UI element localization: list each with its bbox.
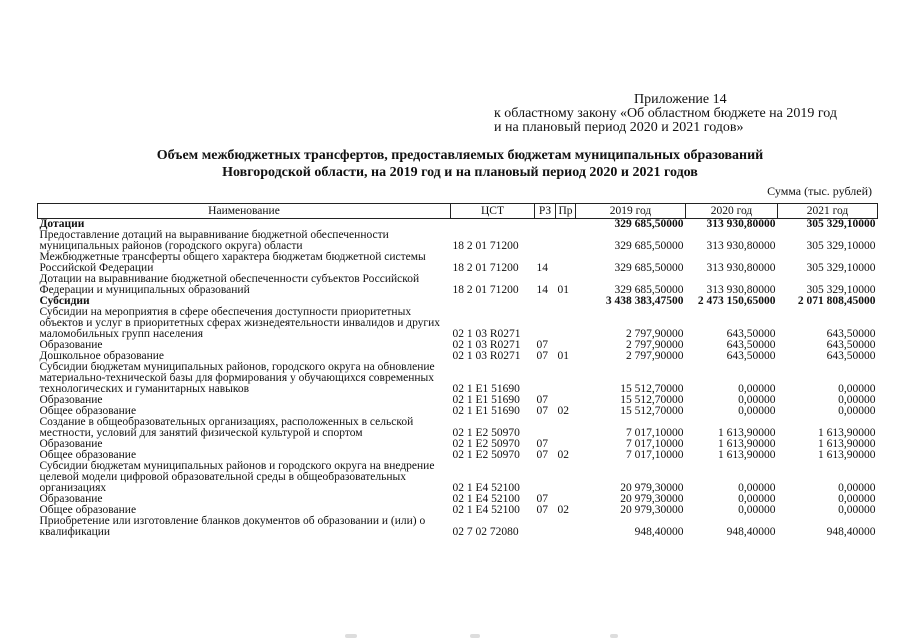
col-header-rz: РЗ bbox=[535, 204, 556, 219]
cell-rz: 07 bbox=[536, 493, 548, 505]
cell-2021: 305 329,10000 bbox=[806, 284, 876, 296]
table-row bbox=[38, 516, 878, 538]
scan-mark bbox=[345, 634, 357, 638]
cell-name: Субсидии на мероприятия в сфере обеспечения доступности приоритетных объектов и услуг в приоритетных сферах жизнедеятельности инвалидов и других маломобильных групп населения bbox=[39, 306, 441, 340]
cell-rz bbox=[535, 219, 556, 231]
cell-2020: 0,00000 bbox=[738, 493, 776, 505]
scan-mark bbox=[470, 634, 480, 638]
cell-2019: 2 797,90000 bbox=[626, 339, 684, 351]
cell-2021: 1 613,90000 bbox=[818, 449, 876, 461]
cell-cst: 02 7 02 72080 bbox=[452, 526, 519, 538]
cell-2021: 0,00000 bbox=[838, 394, 876, 406]
cell-2019: 20 979,30000 bbox=[620, 504, 684, 516]
cell-2021: 1 613,90000 bbox=[818, 427, 876, 439]
cell-2019: 7 017,10000 bbox=[626, 427, 684, 439]
cell-2019: 15 512,70000 bbox=[620, 394, 684, 406]
cell-name: Общее образование bbox=[39, 449, 137, 461]
title-line-2: Новгородской области, на 2019 год и на плановый период 2020 и 2021 годов bbox=[222, 165, 698, 180]
cell-cst: 02 1 E1 51690 bbox=[452, 383, 520, 395]
cell-cst: 02 1 E2 50970 bbox=[452, 449, 520, 461]
cell-name: Предоставление дотаций на выравнивание бюджетной обеспеченности муниципальных районов (городского округа) области bbox=[39, 229, 389, 252]
cell-rz bbox=[535, 296, 556, 307]
cell-cst: 02 1 03 R0271 bbox=[452, 339, 521, 351]
cell-2020: 1 613,90000 bbox=[718, 438, 776, 450]
cell-name: Субсидии bbox=[39, 295, 90, 307]
cell-2019: 329 685,50000 bbox=[614, 262, 684, 274]
cell-2019: 15 512,70000 bbox=[620, 405, 684, 417]
cell-cst: 02 1 E4 52100 bbox=[452, 493, 520, 505]
cell-2019: 948,40000 bbox=[634, 526, 684, 538]
cell-2021: 0,00000 bbox=[838, 482, 876, 494]
cell-2019: 2 797,90000 bbox=[626, 328, 684, 340]
cell-cst: 02 1 E1 51690 bbox=[452, 405, 520, 417]
table-row bbox=[38, 274, 878, 296]
table-header-row bbox=[38, 204, 878, 219]
cell-name: Общее образование bbox=[39, 504, 137, 516]
cell-rz: 07 bbox=[536, 405, 548, 417]
cell-cst: 18 2 01 71200 bbox=[452, 284, 519, 296]
cell-name: Дотации на выравнивание бюджетной обеспеченности субъектов Российской Федерации и муниципальных образований bbox=[39, 273, 420, 296]
cell-2020: 313 930,80000 bbox=[706, 284, 776, 296]
col-header-name: Наименование bbox=[38, 204, 451, 219]
cell-rz: 07 bbox=[536, 394, 548, 406]
cell-2019: 3 438 383,47500 bbox=[605, 295, 684, 307]
cell-rz bbox=[535, 230, 556, 252]
cell-2020: 313 930,80000 bbox=[706, 240, 776, 252]
cell-2020: 0,00000 bbox=[738, 405, 776, 417]
transfers-table bbox=[37, 203, 878, 538]
cell-2021: 305 329,10000 bbox=[806, 218, 876, 230]
cell-rz bbox=[535, 362, 556, 395]
cell-2019: 7 017,10000 bbox=[626, 449, 684, 461]
cell-rz bbox=[535, 516, 556, 538]
cell-pr bbox=[556, 516, 576, 538]
cell-name: Субсидии бюджетам муниципальных районов, городского округа на обновление материально-технической базы для формирования у обучающихся современных технологических и гуманитарных навыков bbox=[39, 361, 435, 395]
cell-2021: 2 071 808,45000 bbox=[797, 295, 876, 307]
cell-2021: 305 329,10000 bbox=[806, 262, 876, 274]
cell-name: Образование bbox=[39, 339, 103, 351]
table-row bbox=[38, 417, 878, 439]
document-title bbox=[40, 147, 880, 181]
cell-rz: 07 bbox=[536, 350, 548, 362]
cell-name: Создание в общеобразовательных организациях, расположенных в сельской местности, условий для занятий физической культурой и спортом bbox=[39, 416, 414, 439]
table-row bbox=[38, 362, 878, 395]
cell-2019: 15 512,70000 bbox=[620, 383, 684, 395]
cell-2019: 20 979,30000 bbox=[620, 493, 684, 505]
col-header-2020: 2020 год bbox=[686, 204, 778, 219]
cell-cst: 02 1 E2 50970 bbox=[452, 438, 520, 450]
cell-2021: 0,00000 bbox=[838, 493, 876, 505]
cell-rz: 07 bbox=[536, 504, 548, 516]
cell-2021: 948,40000 bbox=[826, 526, 876, 538]
units-note: Сумма (тыс. рублей) bbox=[767, 184, 872, 198]
cell-2020: 1 613,90000 bbox=[718, 449, 776, 461]
cell-cst: 18 2 01 71200 bbox=[452, 240, 519, 252]
cell-pr bbox=[556, 461, 576, 494]
cell-rz bbox=[535, 417, 556, 439]
cell-rz: 07 bbox=[536, 438, 548, 450]
cell-name: Субсидии бюджетам муниципальных районов и городского округа на внедрение целевой модели цифровой образовательной среды в общеобразовательных организациях bbox=[39, 460, 435, 494]
appendix-period-line: и на плановый период 2020 и 2021 годов» bbox=[494, 120, 744, 135]
cell-2020: 948,40000 bbox=[726, 526, 776, 538]
cell-rz: 07 bbox=[536, 449, 548, 461]
table-body bbox=[38, 219, 878, 539]
cell-name: Межбюджетные трансферты общего характера бюджетам бюджетной системы Российской Федерации bbox=[39, 251, 426, 274]
table-row bbox=[38, 461, 878, 494]
cell-2020: 643,50000 bbox=[726, 328, 776, 340]
col-header-cst: ЦСТ bbox=[451, 204, 535, 219]
cell-2020: 0,00000 bbox=[738, 504, 776, 516]
cell-pr: 01 bbox=[557, 284, 569, 296]
cell-name: Приобретение или изготовление бланков документов об образовании и (или) о квалификации bbox=[39, 515, 426, 538]
cell-cst bbox=[451, 219, 535, 231]
cell-2020: 643,50000 bbox=[726, 350, 776, 362]
cell-2021: 0,00000 bbox=[838, 383, 876, 395]
col-header-pr: Пр bbox=[556, 204, 576, 219]
cell-pr bbox=[556, 417, 576, 439]
cell-rz bbox=[535, 307, 556, 340]
cell-pr: 02 bbox=[557, 405, 569, 417]
cell-2021: 643,50000 bbox=[826, 339, 876, 351]
cell-cst: 02 1 03 R0271 bbox=[452, 328, 521, 340]
cell-2020: 643,50000 bbox=[726, 339, 776, 351]
cell-pr bbox=[556, 252, 576, 274]
cell-name: Общее образование bbox=[39, 405, 137, 417]
cell-name: Образование bbox=[39, 394, 103, 406]
cell-pr bbox=[556, 230, 576, 252]
cell-2021: 643,50000 bbox=[826, 350, 876, 362]
cell-2021: 1 613,90000 bbox=[818, 438, 876, 450]
cell-name: Дотации bbox=[39, 218, 85, 230]
col-header-2021: 2021 год bbox=[778, 204, 878, 219]
cell-2019: 20 979,30000 bbox=[620, 482, 684, 494]
cell-pr: 02 bbox=[557, 504, 569, 516]
cell-2021: 305 329,10000 bbox=[806, 240, 876, 252]
table-row bbox=[38, 307, 878, 340]
cell-cst: 02 1 03 R0271 bbox=[452, 350, 521, 362]
cell-cst: 02 1 E4 52100 bbox=[452, 482, 520, 494]
cell-pr bbox=[556, 362, 576, 395]
cell-name: Дошкольное образование bbox=[39, 350, 165, 362]
cell-pr bbox=[556, 296, 576, 307]
cell-cst: 02 1 E2 50970 bbox=[452, 427, 520, 439]
cell-pr: 01 bbox=[557, 350, 569, 362]
cell-2021: 0,00000 bbox=[838, 504, 876, 516]
cell-2019: 329 685,50000 bbox=[614, 284, 684, 296]
cell-cst bbox=[451, 296, 535, 307]
table-row bbox=[38, 230, 878, 252]
cell-rz: 07 bbox=[536, 339, 548, 351]
cell-2020: 0,00000 bbox=[738, 394, 776, 406]
cell-2020: 0,00000 bbox=[738, 383, 776, 395]
scan-mark bbox=[610, 634, 618, 638]
title-line-1: Объем межбюджетных трансфертов, предоставляемых бюджетам муниципальных образований bbox=[156, 148, 764, 163]
appendix-number: Приложение 14 bbox=[634, 92, 727, 107]
cell-name: Образование bbox=[39, 493, 103, 505]
cell-pr bbox=[556, 219, 576, 231]
cell-2020: 1 613,90000 bbox=[718, 427, 776, 439]
cell-cst: 18 2 01 71200 bbox=[452, 262, 519, 274]
cell-2020: 313 930,80000 bbox=[706, 218, 776, 230]
cell-2019: 7 017,10000 bbox=[626, 438, 684, 450]
appendix-reference bbox=[494, 93, 837, 135]
cell-2021: 643,50000 bbox=[826, 328, 876, 340]
cell-2019: 329 685,50000 bbox=[614, 218, 684, 230]
table-row bbox=[38, 252, 878, 274]
cell-name: Образование bbox=[39, 438, 103, 450]
appendix-law-line: к областному закону «Об областном бюджете на 2019 год bbox=[494, 106, 837, 121]
col-header-2019: 2019 год bbox=[576, 204, 686, 219]
cell-cst: 02 1 E4 52100 bbox=[452, 504, 520, 516]
cell-2019: 329 685,50000 bbox=[614, 240, 684, 252]
cell-2019: 2 797,90000 bbox=[626, 350, 684, 362]
cell-cst: 02 1 E1 51690 bbox=[452, 394, 520, 406]
cell-pr bbox=[556, 307, 576, 340]
cell-2020: 2 473 150,65000 bbox=[697, 295, 776, 307]
cell-pr: 02 bbox=[557, 449, 569, 461]
cell-rz: 14 bbox=[536, 262, 548, 274]
cell-rz bbox=[535, 461, 556, 494]
cell-2020: 313 930,80000 bbox=[706, 262, 776, 274]
cell-2020: 0,00000 bbox=[738, 482, 776, 494]
cell-rz: 14 bbox=[536, 284, 548, 296]
cell-2021: 0,00000 bbox=[838, 405, 876, 417]
